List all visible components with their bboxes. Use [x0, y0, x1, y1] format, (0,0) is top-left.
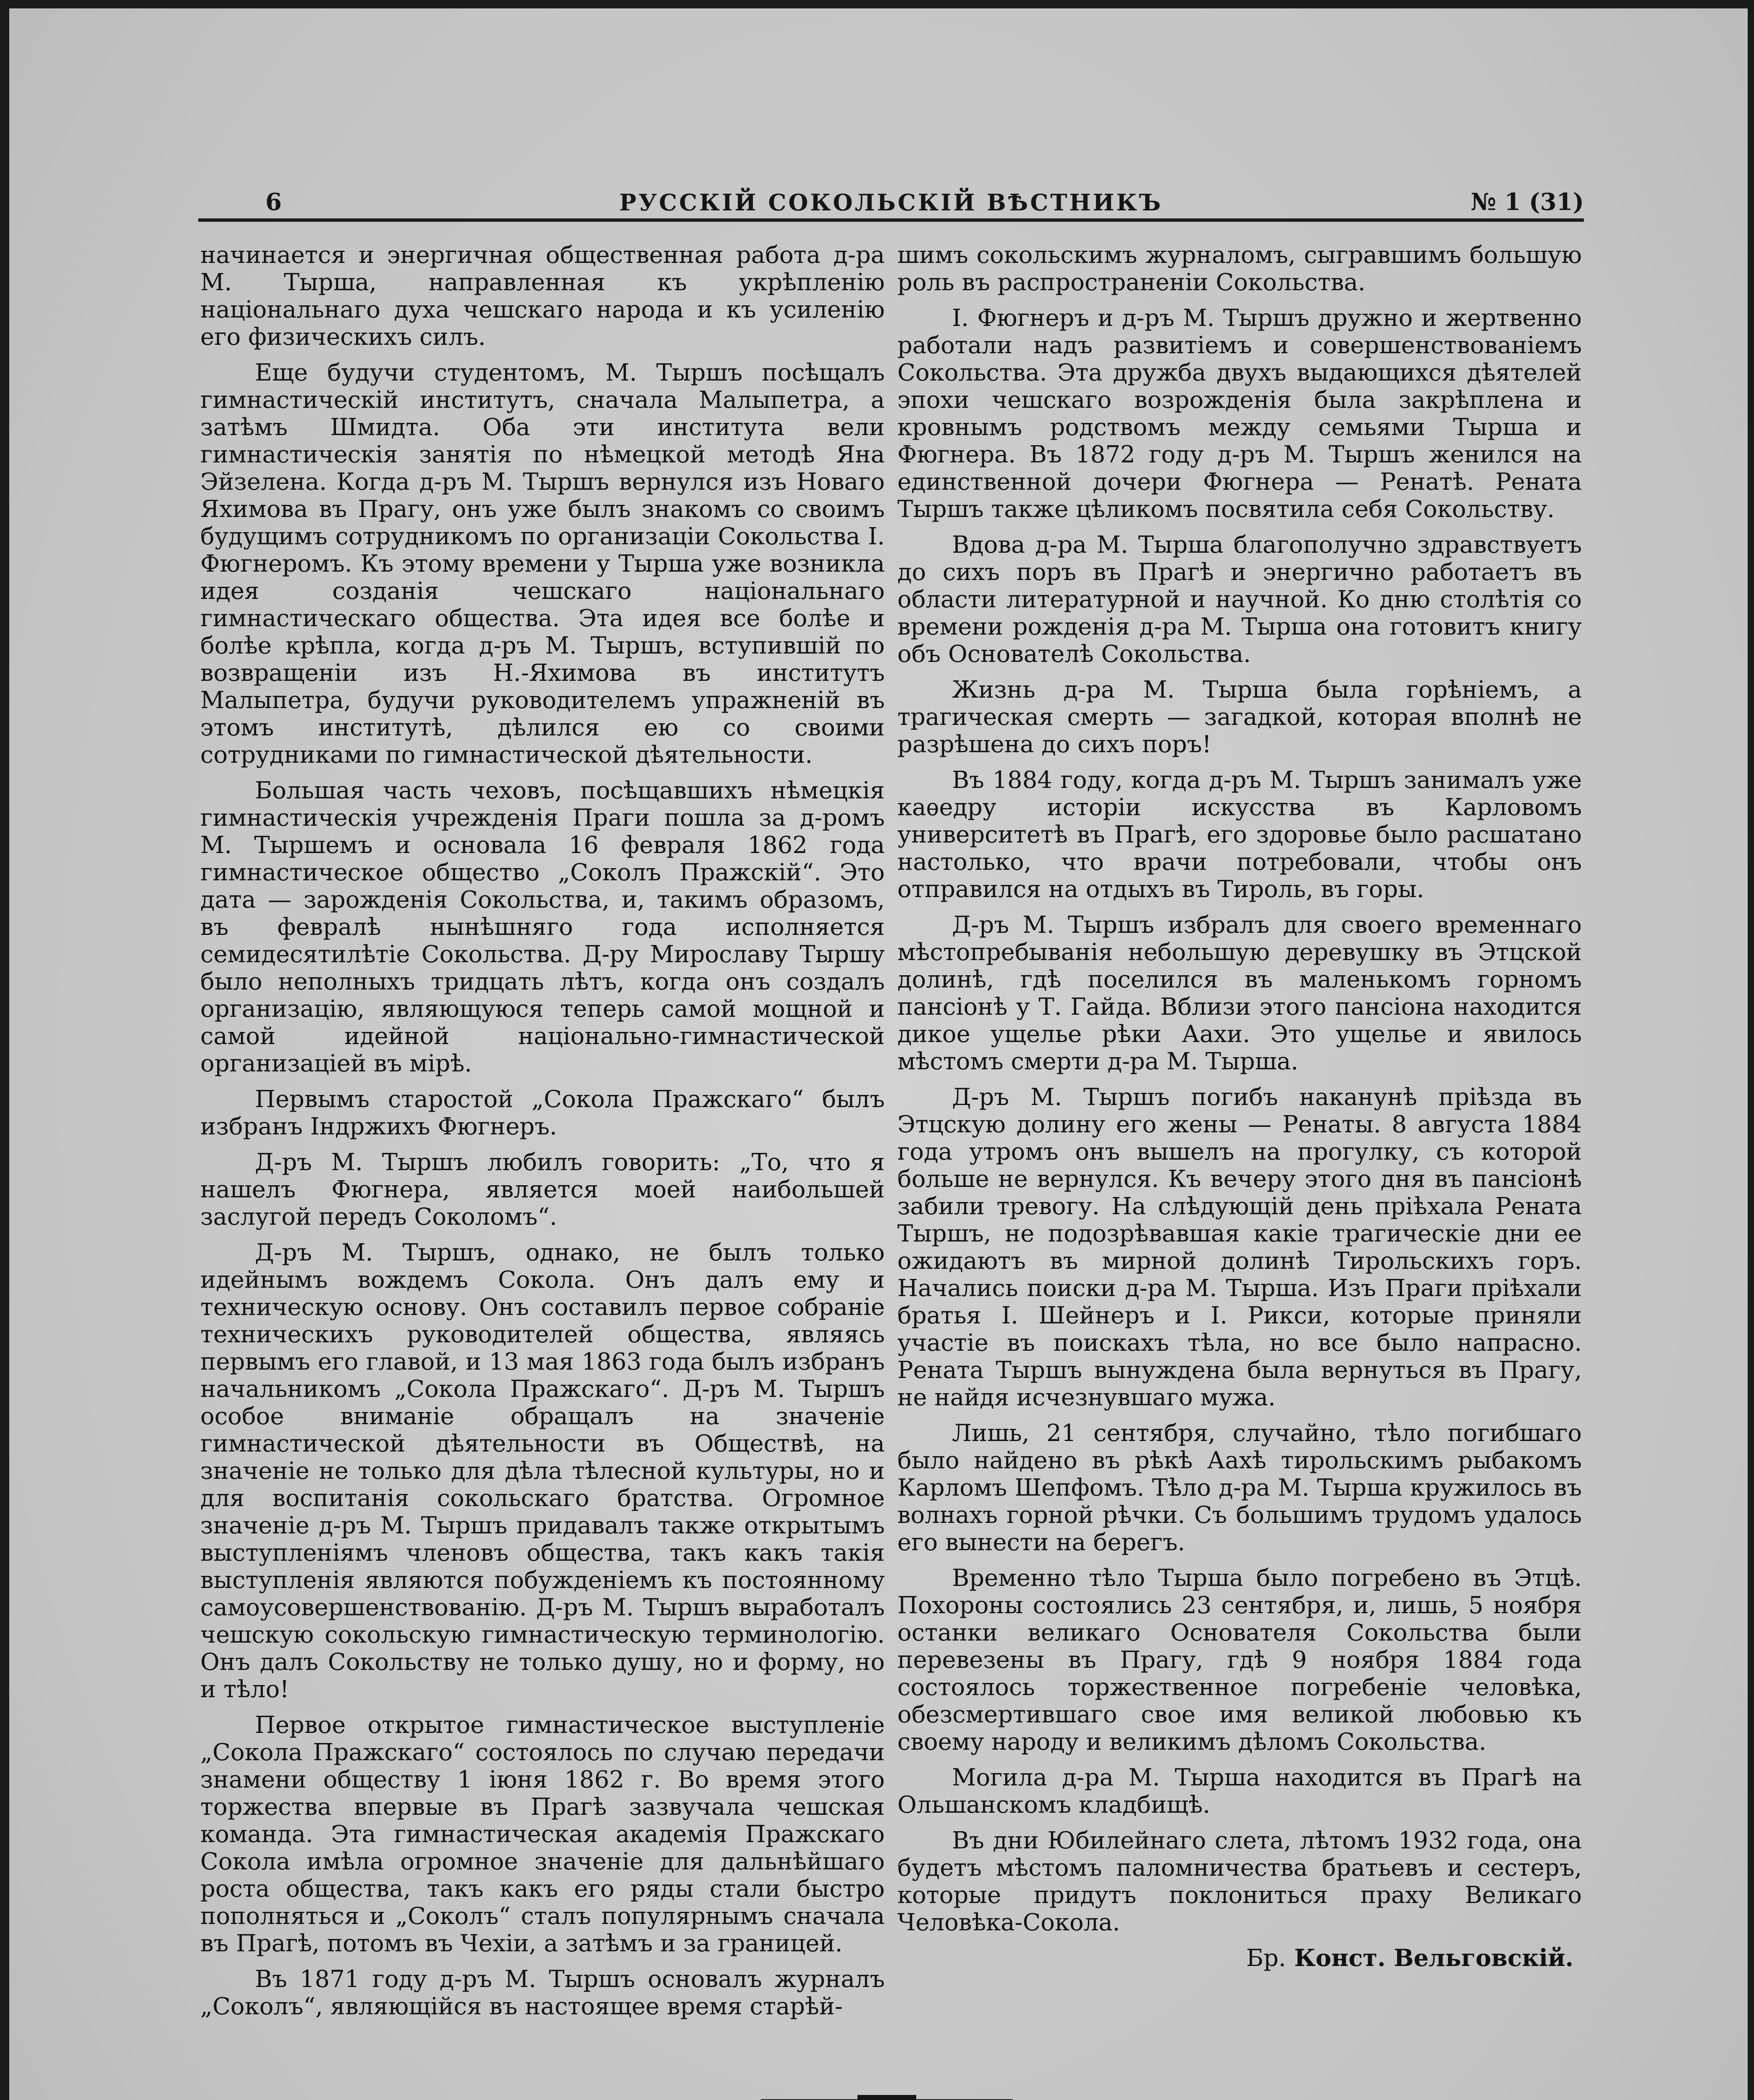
- paragraph: Еще будучи студентомъ, М. Тыршъ посѣщалъ гимнастическій институтъ, сначала Малыпетра, а затѣмъ Шмидта. Оба эти института вели гимнастическія занятія по нѣмецкой методѣ Яна Эйзелена. Когда д-ръ М. Тыршъ вернулся изъ Новаго Яхимова въ Прагу, онъ уже былъ знакомъ со своимъ будущимъ сотрудникомъ по организаціи Сокольства І. Фюгнеромъ. Къ этому времени у Тырша уже возникла идея созданія чешскаго національнаго гимнастическаго общества. Эта идея все болѣе и болѣе крѣпла, когда д-ръ М. Тыршъ, вступившій по возвращеніи изъ Н.-Яхимова въ институтъ Малыпетра, будучи руководителемъ упражненій въ этомъ институтѣ, дѣлился ею со своими сотрудниками по гимнастической дѣятельности.: [200, 359, 885, 769]
- paragraph: Вдова д-ра М. Тырша благополучно здравствуетъ до сихъ поръ въ Прагѣ и энергично работаетъ въ области литературной и научной. Ко дню столѣтія со времени рожденія д-ра М. Тырша она готовитъ книгу объ Основателѣ Сокольства.: [897, 531, 1582, 668]
- left-column: [200, 242, 885, 2029]
- newspaper-page: [9, 8, 1748, 2100]
- paragraph: Въ дни Юбилейнаго слета, лѣтомъ 1932 года, она будетъ мѣстомъ паломничества братьевъ и сестеръ, которые придутъ поклониться праху Великаго Человѣка-Сокола.: [897, 1827, 1582, 1936]
- paragraph: Д-ръ М. Тыршъ, однако, не былъ только идейнымъ вождемъ Сокола. Онъ далъ ему и техническую основу. Онъ составилъ первое собраніе техническихъ руководителей общества, являясь первымъ его главой, и 13 мая 1863 года былъ избранъ начальникомъ „Сокола Пражскаго“. Д-ръ М. Тыршъ особое вниманіе обращалъ на значеніе гимнастической дѣятельности въ Обществѣ, на значеніе не только для дѣла тѣлесной культуры, но и для воспитанія сокольскаго братства. Огромное значеніе д-ръ М. Тыршъ придавалъ также открытымъ выступленіямъ членовъ общества, такъ какъ такія выступленія являются побужденіемъ къ постоянному самоусовершенствованію. Д-ръ М. Тыршъ выработалъ чешскую сокольскую гимнастическую терминологію. Онъ далъ Сокольству не только душу, но и форму, но и тѣло!: [200, 1239, 885, 1703]
- ornament-bar: [857, 2095, 916, 2100]
- paragraph: Первымъ старостой „Сокола Пражскаго“ былъ избранъ Індржихъ Фюгнеръ.: [200, 1086, 885, 1140]
- author-signature: [897, 1945, 1582, 1972]
- right-column: [897, 242, 1582, 1972]
- paragraph: Могила д-ра М. Тырша находится въ Прагѣ на Ольшанскомъ кладбищѣ.: [897, 1764, 1582, 1819]
- page-number: 6: [265, 188, 282, 216]
- paragraph: шимъ сокольскимъ журналомъ, сыгравшимъ большую роль въ распространеніи Сокольства.: [897, 242, 1582, 296]
- paragraph: Временно тѣло Тырша было погребено въ Этцѣ. Похороны состоялись 23 сентября, и, лишь, 5 ноября останки великаго Основателя Сокольства были перевезены въ Прагу, гдѣ 9 ноября 1884 года состоялось торжественное погребеніе человѣка, обезсмертившаго свое имя великой любовью къ своему народу и великимъ дѣломъ Сокольства.: [897, 1564, 1582, 1756]
- end-ornament: [761, 2092, 1013, 2100]
- paragraph: І. Фюгнеръ и д-ръ М. Тыршъ дружно и жертвенно работали надъ развитіемъ и совершенствованіемъ Сокольства. Эта дружба двухъ выдающихся дѣятелей эпохи чешскаго возрожденія была закрѣплена и кровнымъ родствомъ между семьями Тырша и Фюгнера. Въ 1872 году д-ръ М. Тыршъ женился на единственной дочери Фюгнера — Ренатѣ. Рената Тыршъ также цѣликомъ посвятила себя Сокольству.: [897, 304, 1582, 523]
- issue-number: № 1 (31): [1471, 188, 1584, 216]
- paragraph: Большая часть чеховъ, посѣщавшихъ нѣмецкія гимнастическія учрежденія Праги пошла за д-ромъ М. Тыршемъ и основала 16 февраля 1862 года гимнастическое общество „Соколъ Пражскій“. Это дата — зарожденія Сокольства, и, такимъ образомъ, въ февралѣ нынѣшняго года исполняется семидесятилѣтіе Сокольства. Д-ру Мирославу Тыршу было неполныхъ тридцать лѣтъ, когда онъ создалъ организацію, являющуюся теперь самой мощной и самой идейной національно-гимнастической организаціей въ мірѣ.: [200, 777, 885, 1077]
- paragraph: Д-ръ М. Тыршъ погибъ наканунѣ пріѣзда въ Этцскую долину его жены — Ренаты. 8 августа 1884 года утромъ онъ вышелъ на прогулку, съ которой больше не вернулся. Къ вечеру этого дня въ пансіонѣ забили тревогу. На слѣдующій день пріѣхала Рената Тыршъ, не подозрѣвавшая какіе трагическіе дни ее ожидаютъ въ мирной долинѣ Тирольскихъ горъ. Начались поиски д-ра М. Тырша. Изъ Праги пріѣхали братья І. Шейнеръ и І. Рикси, которые приняли участіе въ поискахъ тѣла, но все было напрасно. Рената Тыршъ вынуждена была вернуться въ Прагу, не найдя исчезнувшаго мужа.: [897, 1084, 1582, 1411]
- page-header: [198, 181, 1584, 222]
- paragraph: Въ 1884 году, когда д-ръ М. Тыршъ занималъ уже каѳедру исторіи искусства въ Карловомъ университетѣ въ Прагѣ, его здоровье было расшатано настолько, что врачи потребовали, чтобы онъ отправился на отдыхъ въ Тироль, въ горы.: [897, 766, 1582, 903]
- journal-title: РУССКІЙ СОКОЛЬСКІЙ ВѢСТНИКЪ: [619, 189, 1163, 216]
- paragraph: Д-ръ М. Тыршъ любилъ говорить: „То, что я нашелъ Фюгнера, является моей наибольшей заслугой передъ Соколомъ“.: [200, 1149, 885, 1231]
- paragraph: начинается и энергичная общественная работа д-ра М. Тырша, направленная къ укрѣпленію національнаго духа чешскаго народа и къ усиленію его физическихъ силъ.: [200, 242, 885, 351]
- paragraph: Лишь, 21 сентября, случайно, тѣло погибшаго было найдено въ рѣкѣ Аахѣ тирольскимъ рыбакомъ Карломъ Шепфомъ. Тѣло д-ра М. Тырша кружилось въ волнахъ горной рѣчки. Съ большимъ трудомъ удалось его вынести на берегъ.: [897, 1420, 1582, 1556]
- paragraph: Въ 1871 году д-ръ М. Тыршъ основалъ журналъ „Соколъ“, являющійся въ настоящее время старѣй-: [200, 1966, 885, 2020]
- paragraph: Первое открытое гимнастическое выступленіе „Сокола Пражскаго“ состоялось по случаю передачи знамени обществу 1 іюня 1862 г. Во время этого торжества впервые въ Прагѣ зазвучала чешская команда. Эта гимнастическая академія Пражскаго Сокола имѣла огромное значеніе для дальнѣйшаго роста общества, такъ какъ его ряды стали быстро пополняться и „Соколъ“ сталъ популярнымъ сначала въ Прагѣ, потомъ въ Чехіи, а затѣмъ и за границей.: [200, 1712, 885, 1957]
- signature-name: Конст. Вельговскій.: [1294, 1944, 1573, 1972]
- signature-prefix: Бр.: [1246, 1945, 1286, 1972]
- paragraph: Жизнь д-ра М. Тырша была горѣніемъ, а трагическая смерть — загадкой, которая вполнѣ не разрѣшена до сихъ поръ!: [897, 676, 1582, 758]
- paragraph: Д-ръ М. Тыршъ избралъ для своего временнаго мѣстопребыванія небольшую деревушку въ Этцской долинѣ, гдѣ поселился въ маленькомъ горномъ пансіонѣ у Т. Гайда. Вблизи этого пансіона находится дикое ущелье рѣки Аахи. Это ущелье и явилось мѣстомъ смерти д-ра М. Тырша.: [897, 911, 1582, 1075]
